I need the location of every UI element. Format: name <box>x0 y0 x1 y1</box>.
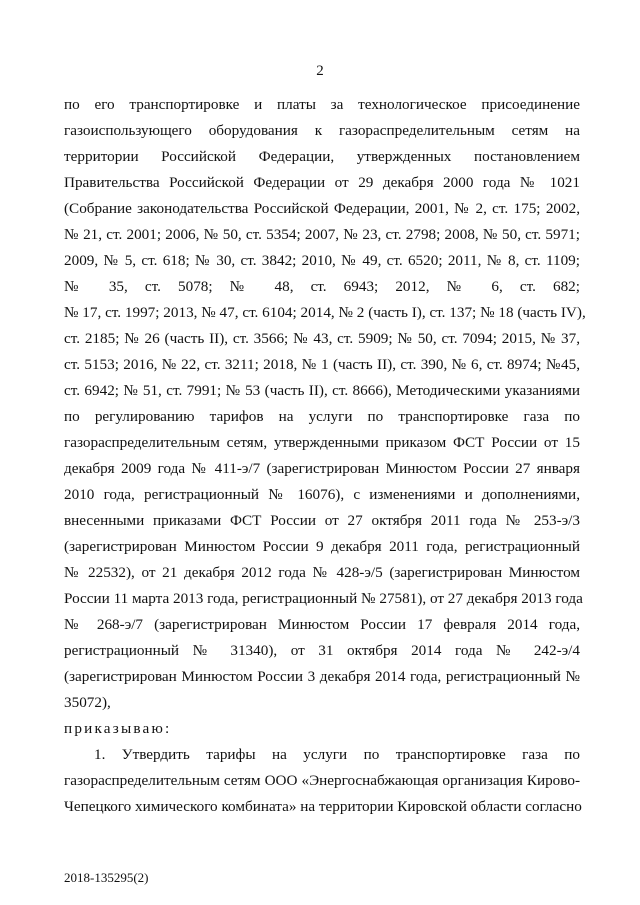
text-line: (зарегистрирован Минюстом России 3 декабря 2014 года, регистрационный № <box>64 668 580 685</box>
text-line: № 268-э/7 (зарегистрирован Минюстом России 17 февраля 2014 года, <box>64 616 580 633</box>
document-body <box>64 92 586 820</box>
text-line: декабря 2009 года № 411-э/7 (зарегистрирован Минюстом России 27 января <box>64 460 580 477</box>
text-line: № 35, ст. 5078; № 48, ст. 6943; 2012, № 6, ст. 682; <box>64 278 580 295</box>
text-line: ст. 5153; 2016, № 22, ст. 3211; 2018, № 1 (часть II), ст. 390, № 6, ст. 8974; №45, <box>64 356 580 373</box>
text-line: территории Российской Федерации, утвержденных постановлением <box>64 148 580 165</box>
text-line: ст. 2185; № 26 (часть II), ст. 3566; № 43, ст. 5909; № 50, ст. 7094; 2015, № 37, <box>64 330 580 347</box>
text-line: № 22532), от 21 декабря 2012 года № 428-э/5 (зарегистрирован Минюстом <box>64 564 580 581</box>
text-line: 1. Утвердить тарифы на услуги по транспортировке газа по <box>94 746 580 763</box>
text-line: ст. 6942; № 51, ст. 7991; № 53 (часть II), ст. 8666), Методическими указаниями <box>64 382 580 399</box>
text-line: газораспределительным сетям ООО «Энергоснабжающая организация Кирово- <box>64 772 580 789</box>
text-line: газораспределительным сетям, утвержденными приказом ФСТ России от 15 <box>64 434 580 451</box>
text-line: по регулированию тарифов на услуги по транспортировке газа по <box>64 408 580 425</box>
text-line: России 11 марта 2013 года, регистрационный № 27581), от 27 декабря 2013 года <box>64 590 583 607</box>
text-line: 35072), <box>64 694 111 711</box>
text-line: газоиспользующего оборудования к газораспределительным сетям на <box>64 122 580 139</box>
text-line: по его транспортировке и платы за технологическое присоединение <box>64 96 580 113</box>
text-line: № 17, ст. 1997; 2013, № 47, ст. 6104; 2014, № 2 (часть I), ст. 137; № 18 (часть IV), <box>64 304 586 321</box>
text-line: Чепецкого химического комбината» на территории Кировской области согласно <box>64 798 582 815</box>
text-line: регистрационный № 31340), от 31 октября 2014 года № 242-э/4 <box>64 642 580 659</box>
text-line: Правительства Российской Федерации от 29 декабря 2000 года № 1021 <box>64 174 580 191</box>
text-line: (зарегистрирован Минюстом России 9 декабря 2011 года, регистрационный <box>64 538 580 555</box>
text-line: приказываю: <box>64 720 172 737</box>
text-line: (Собрание законодательства Российской Федерации, 2001, № 2, ст. 175; 2002, <box>64 200 580 217</box>
text-line: 2010 года, регистрационный № 16076), с изменениями и дополнениями, <box>64 486 580 503</box>
text-line: внесенными приказами ФСТ России от 27 октября 2011 года № 253-э/3 <box>64 512 580 529</box>
text-line: № 21, ст. 2001; 2006, № 50, ст. 5354; 2007, № 23, ст. 2798; 2008, № 50, ст. 5971; <box>64 226 580 243</box>
text-line: 2009, № 5, ст. 618; № 30, ст. 3842; 2010, № 49, ст. 6520; 2011, № 8, ст. 1109; <box>64 252 580 269</box>
document-code: 2018-135295(2) <box>64 870 149 885</box>
page-number: 2 <box>316 63 324 79</box>
